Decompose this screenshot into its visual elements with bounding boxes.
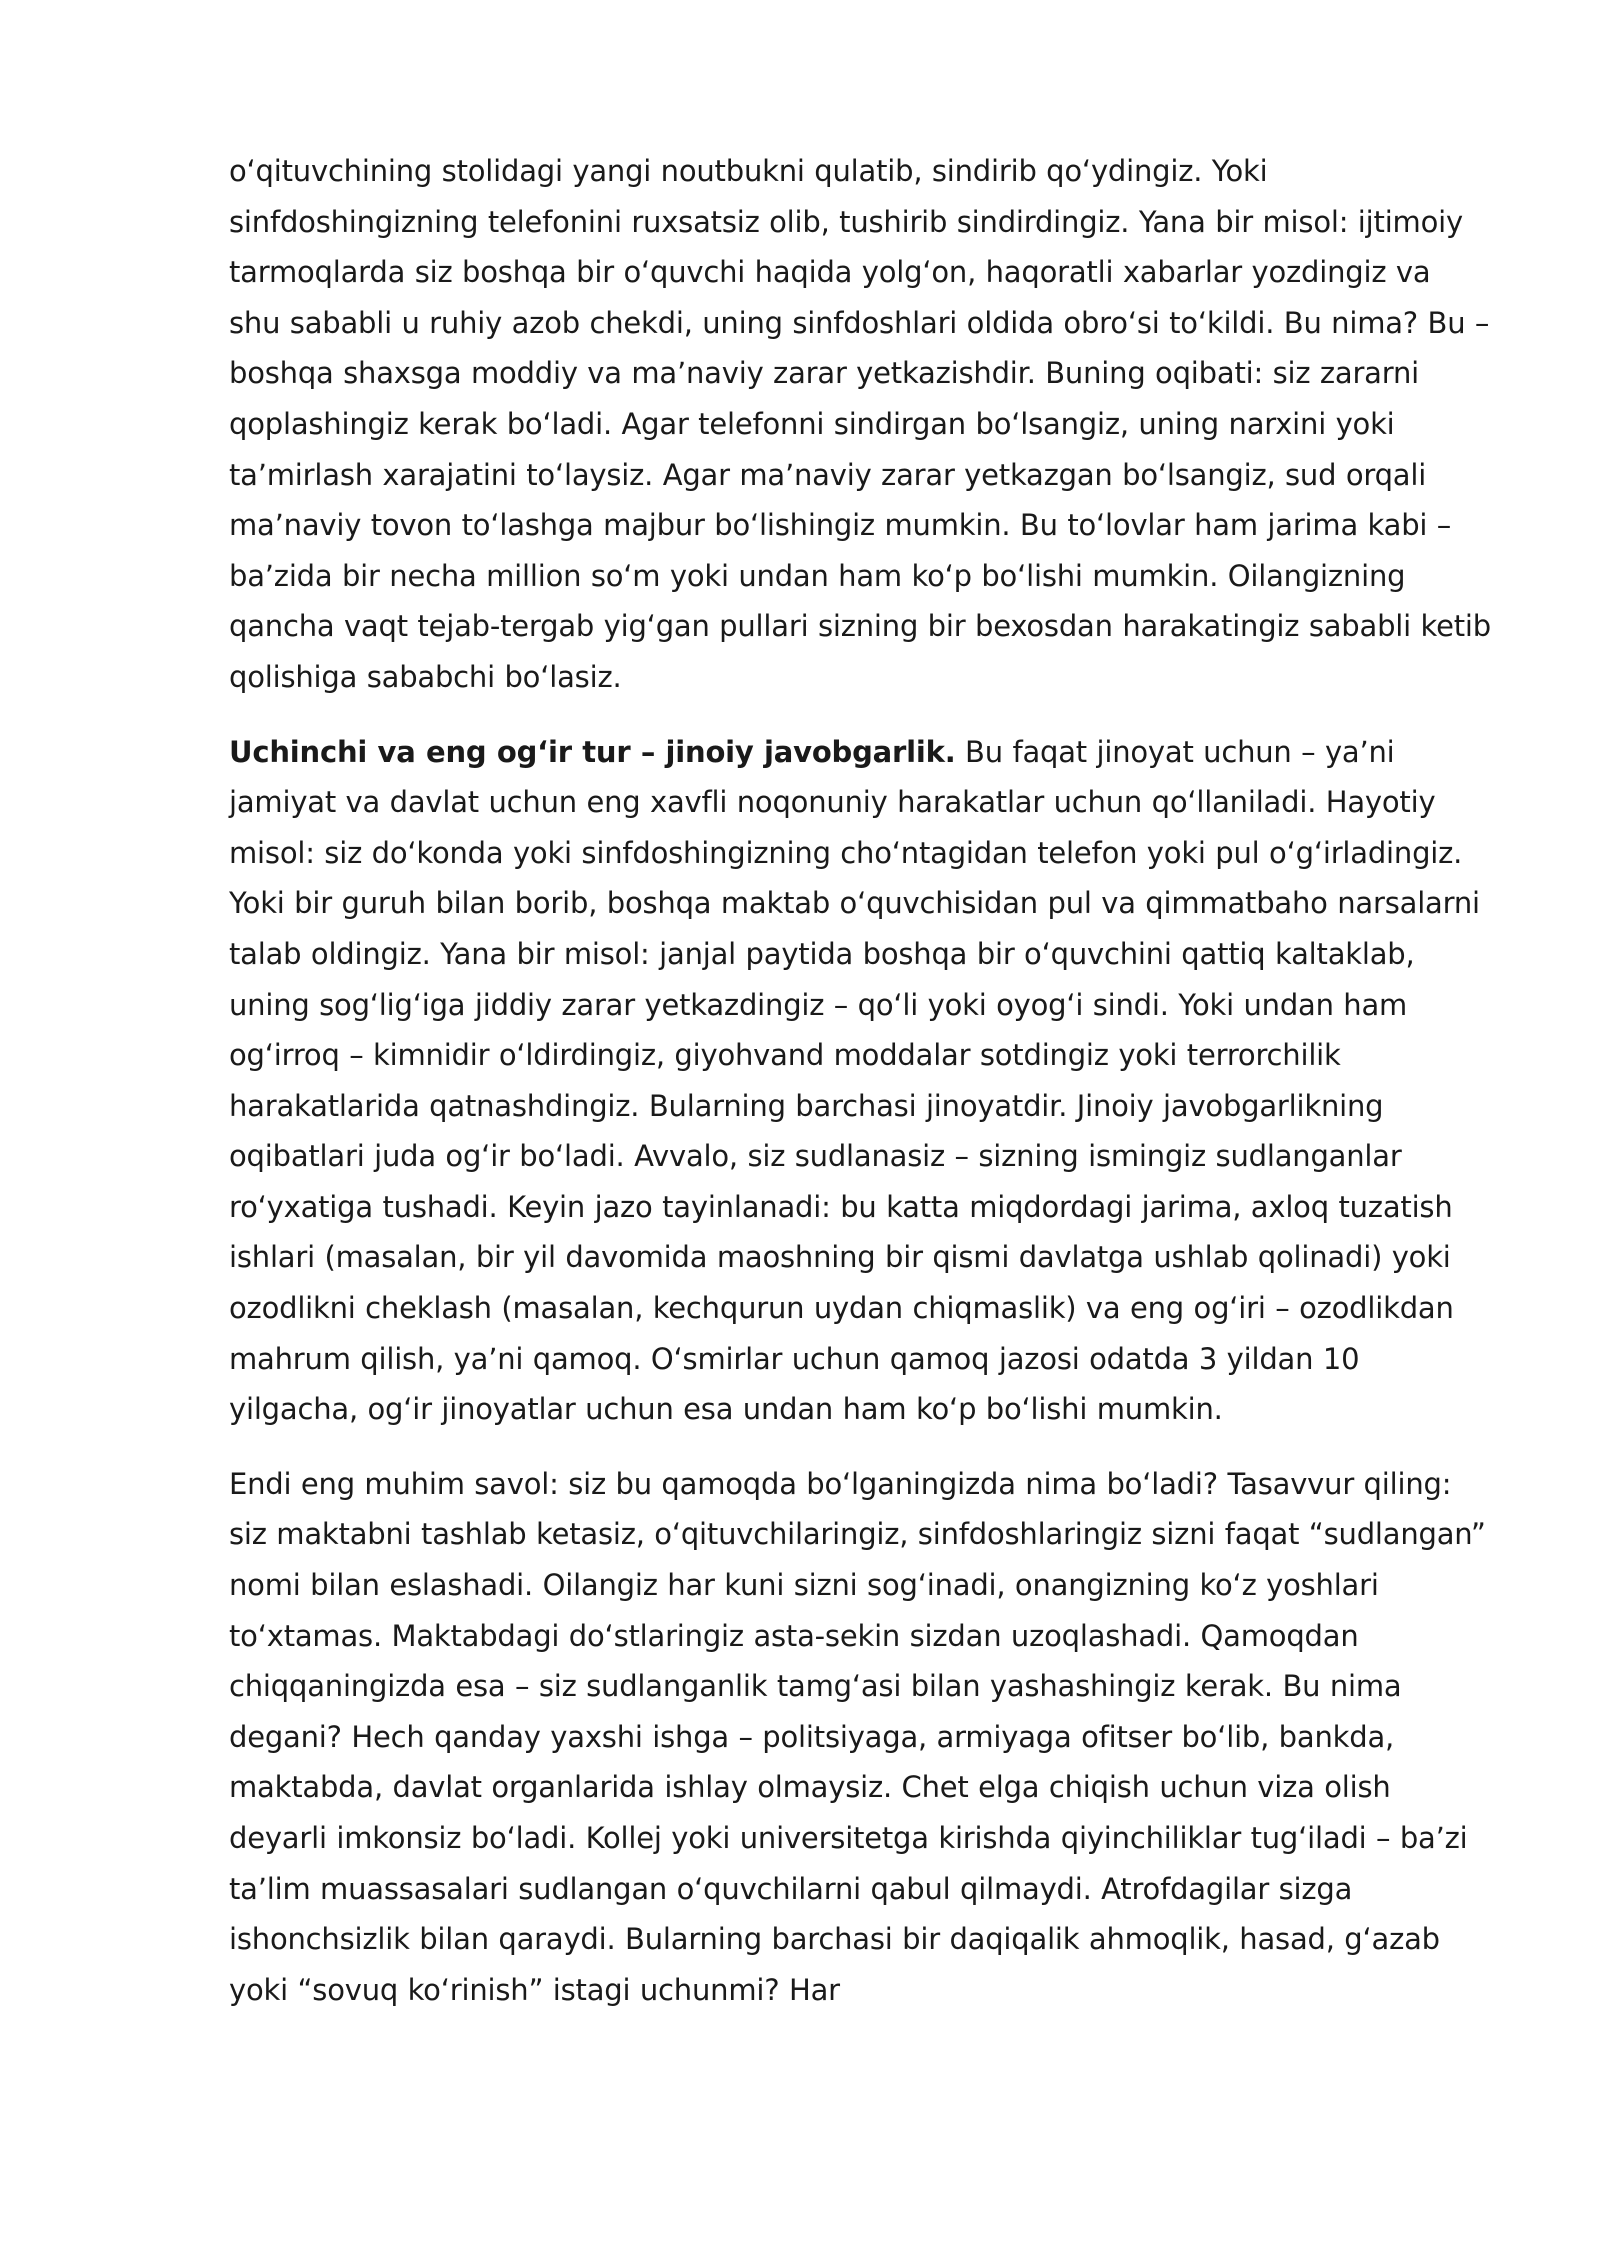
paragraph-text: Endi eng muhim savol: siz bu qamoqda boʻlganingizda nima boʻladi? Tasavvur qiling: siz maktabni tashlab ketasiz, oʻqituvchilaringiz, sinfdoshlaringiz sizni faqat “sudlangan” nomi bilan eslashadi. Oilangiz har kuni sizni sogʻinadi, onangizning koʻz yoshlari toʻxtamas. Maktabdagi doʻstlaringiz asta-sekin sizdan uzoqlashadi. Qamoqdan chiqqaningizda esa – siz sudlanganlik tamgʻasi bilan yashashingiz kerak. Bu nima degani? Hech qanday yaxshi ishga – politsiyaga, armiyaga ofitser boʻlib, bankda, maktabda, davlat organlarida ishlay olmaysiz. Chet elga chiqish uchun viza olish deyarli imkonsiz boʻladi. Kollej yoki universitetga kirishda qiyinchiliklar tugʻiladi – baʼzi taʼlim muassasalari sudlangan oʻquvchilarni qabul qilmaydi. Atrofdagilar sizga ishonchsizlik bilan qaraydi. Bularning barchasi bir daqiqalik ahmoqlik, hasad, gʻazab yoki “sovuq koʻrinish” istagi uchunmi? Har — [229, 1466, 1486, 2007]
paragraph-civil-liability — [229, 146, 1491, 703]
paragraph-criminal-liability — [229, 727, 1491, 1435]
paragraph-lead: Uchinchi va eng ogʻir tur – jinoiy javobgarlik. — [229, 734, 956, 769]
paragraph-consequences — [229, 1459, 1491, 2016]
paragraph-text: Bu faqat jinoyat uchun – yaʼni jamiyat va davlat uchun eng xavfli noqonuniy harakatlar uchun qoʻllaniladi. Hayotiy misol: siz doʻkonda yoki sinfdoshingizning choʻntagidan telefon yoki pul oʻgʻirladingiz. Yoki bir guruh bilan borib, boshqa maktab oʻquvchisidan pul va qimmatbaho narsalarni talab oldingiz. Yana bir misol: janjal paytida boshqa bir oʻquvchini qattiq kaltaklab, uning sogʻligʻiga jiddiy zarar yetkazdingiz – qoʻli yoki oyogʻi sindi. Yoki undan ham ogʻirroq – kimnidir oʻldirdingiz, giyohvand moddalar sotdingiz yoki terrorchilik harakatlarida qatnashdingiz. Bularning barchasi jinoyatdir. Jinoiy javobgarlikning oqibatlari juda ogʻir boʻladi. Avvalo, siz sudlanasiz – sizning ismingiz sudlanganlar roʻyxatiga tushadi. Keyin jazo tayinlanadi: bu katta miqdordagi jarima, axloq tuzatish ishlari (masalan, bir yil davomida maoshning bir qismi davlatga ushlab qolinadi) yoki ozodlikni cheklash (masalan, kechqurun uydan chiqmaslik) va eng ogʻiri – ozodlikdan mahrum qilish, yaʼni qamoq. Oʻsmirlar uchun qamoq jazosi odatda 3 yildan 10 yilgacha, ogʻir jinoyatlar uchun esa undan ham koʻp boʻlishi mumkin. — [229, 734, 1480, 1427]
document-body — [229, 146, 1491, 2039]
paragraph-text: oʻqituvchining stolidagi yangi noutbukni qulatib, sindirib qoʻydingiz. Yoki sinfdoshingizning telefonini ruxsatsiz olib, tushirib sindirdingiz. Yana bir misol: ijtimoiy tarmoqlarda siz boshqa bir oʻquvchi haqida yolgʻon, haqoratli xabarlar yozdingiz va shu sababli u ruhiy azob chekdi, uning sinfdoshlari oldida obroʻsi toʻkildi. Bu nima? Bu – boshqa shaxsga moddiy va maʼnaviy zarar yetkazishdir. Buning oqibati: siz zararni qoplashingiz kerak boʻladi. Agar telefonni sindirgan boʻlsangiz, uning narxini yoki taʼmirlash xarajatini toʻlaysiz. Agar maʼnaviy zarar yetkazgan boʻlsangiz, sud orqali maʼnaviy tovon toʻlashga majbur boʻlishingiz mumkin. Bu toʻlovlar ham jarima kabi – baʼzida bir necha million soʻm yoki undan ham koʻp boʻlishi mumkin. Oilangizning qancha vaqt tejab-tergab yigʻgan pullari sizning bir bexosdan harakatingiz sababli ketib qolishiga sababchi boʻlasiz. — [229, 154, 1491, 694]
